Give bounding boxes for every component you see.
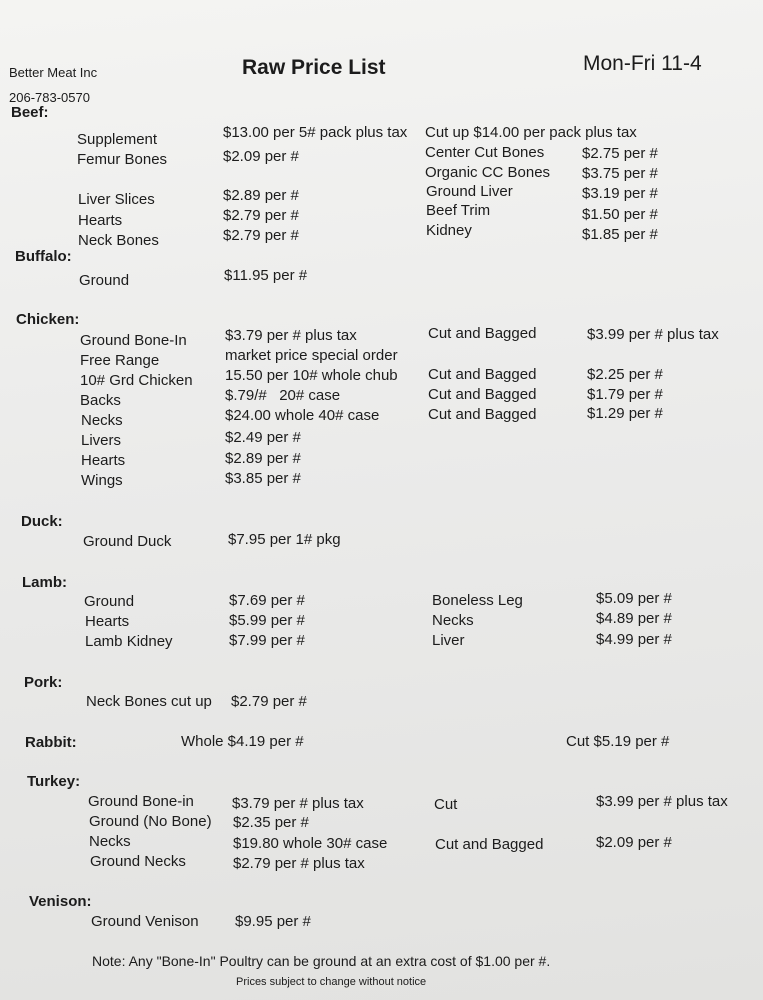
turkey-price: $19.80 whole 30# case [233,835,388,852]
beef-price: $3.19 per # [582,185,658,202]
lamb-price: $4.99 per # [596,631,672,648]
chicken-item: Backs [80,392,121,409]
duck-item: Ground Duck [83,533,172,550]
chicken-price: 15.50 per 10# whole chub [225,367,398,384]
beef-price: $13.00 per 5# pack plus tax [223,124,408,141]
chicken-item: Necks [81,412,123,429]
venison-price: $9.95 per # [235,913,311,930]
chicken-item: Cut and Bagged [428,386,537,403]
lamb-price: $4.89 per # [596,610,672,627]
company-name: Better Meat Inc [9,65,98,80]
beef-item: Neck Bones [78,232,159,249]
beef-price: $2.75 per # [582,145,658,162]
beef-item: Hearts [78,212,123,229]
chicken-price: $2.25 per # [587,366,663,383]
chicken-item: Cut and Bagged [428,406,537,423]
beef-price: $2.79 per # [223,227,299,244]
chicken-price: $3.79 per # plus tax [225,327,357,344]
lamb-item: Liver [432,632,465,649]
chicken-price: $24.00 whole 40# case [225,407,380,424]
pork-item: Neck Bones cut up [86,693,212,710]
chicken-item: 10# Grd Chicken [80,372,193,389]
chicken-item: Free Range [80,352,160,369]
category-venison: Venison: [29,893,92,910]
chicken-item: Wings [81,472,123,489]
chicken-price: market price special order [225,347,398,364]
beef-item: Supplement [77,131,158,148]
rabbit-whole-price: Whole $4.19 per # [181,733,304,750]
lamb-price: $5.09 per # [596,590,672,607]
category-lamb: Lamb: [22,574,67,591]
turkey-item: Ground (No Bone) [89,813,212,830]
beef-item: Femur Bones [77,151,168,168]
page-title: Raw Price List [242,56,386,79]
beef-price: $2.89 per # [223,187,299,204]
beef-price: $1.50 per # [582,206,658,223]
turkey-item: Necks [89,833,131,850]
chicken-item: Hearts [81,452,126,469]
category-rabbit: Rabbit: [25,734,77,751]
turkey-item: Cut and Bagged [435,836,544,853]
turkey-item: Cut [434,796,458,813]
turkey-price: $3.79 per # plus tax [232,795,364,812]
buffalo-price: $11.95 per # [224,267,308,284]
business-hours: Mon-Fri 11-4 [583,52,702,75]
turkey-price: $2.09 per # [596,834,672,851]
footnote-bone-in: Note: Any "Bone-In" Poultry can be ground at an extra cost of $1.00 per #. [92,953,551,969]
lamb-item: Lamb Kidney [85,633,173,650]
chicken-item: Cut and Bagged [428,366,537,383]
buffalo-item: Ground [79,272,130,289]
price-disclaimer: Prices subject to change without notice [236,976,427,988]
duck-price: $7.95 per 1# pkg [228,531,341,548]
beef-item: Organic CC Bones [425,164,551,181]
beef-item: Kidney [426,222,472,239]
company-phone: 206-783-0570 [9,90,90,105]
category-pork: Pork: [24,674,63,691]
turkey-item: Ground Bone-in [88,793,194,810]
chicken-price: $3.99 per # plus tax [587,326,719,343]
lamb-price: $7.69 per # [229,592,305,609]
chicken-price: $1.79 per # [587,386,663,403]
lamb-price: $5.99 per # [229,612,305,629]
lamb-item: Hearts [85,613,130,630]
category-beef: Beef: [11,104,49,121]
beef-price: $2.09 per # [223,148,299,165]
chicken-price: $2.49 per # [225,429,301,446]
beef-item: Liver Slices [78,191,155,208]
beef-item: Center Cut Bones [425,144,545,161]
category-chicken: Chicken: [16,311,80,328]
lamb-item: Ground [84,593,135,610]
lamb-price: $7.99 per # [229,632,305,649]
category-turkey: Turkey: [27,773,81,790]
turkey-price: $2.35 per # [233,814,309,831]
turkey-price: $2.79 per # plus tax [233,855,365,872]
rabbit-cut-price: Cut $5.19 per # [566,733,670,750]
turkey-item: Ground Necks [90,853,186,870]
chicken-price: $.79/# 20# case [225,387,341,404]
beef-item: Ground Liver [426,183,513,200]
beef-cutup-price: Cut up $14.00 per pack plus tax [425,124,637,141]
category-buffalo: Buffalo: [15,248,72,265]
beef-price: $1.85 per # [582,226,658,243]
beef-item: Beef Trim [426,202,491,219]
chicken-item: Livers [81,432,122,449]
beef-price: $2.79 per # [223,207,299,224]
chicken-item: Cut and Bagged [428,325,537,342]
chicken-item: Ground Bone-In [80,332,187,349]
pork-price: $2.79 per # [231,693,307,710]
lamb-item: Boneless Leg [432,592,523,609]
beef-price: $3.75 per # [582,165,658,182]
turkey-price: $3.99 per # plus tax [596,793,728,810]
chicken-price: $2.89 per # [225,450,301,467]
venison-item: Ground Venison [91,913,199,930]
chicken-price: $1.29 per # [587,405,663,422]
category-duck: Duck: [21,513,63,530]
chicken-price: $3.85 per # [225,470,301,487]
lamb-item: Necks [432,612,474,629]
